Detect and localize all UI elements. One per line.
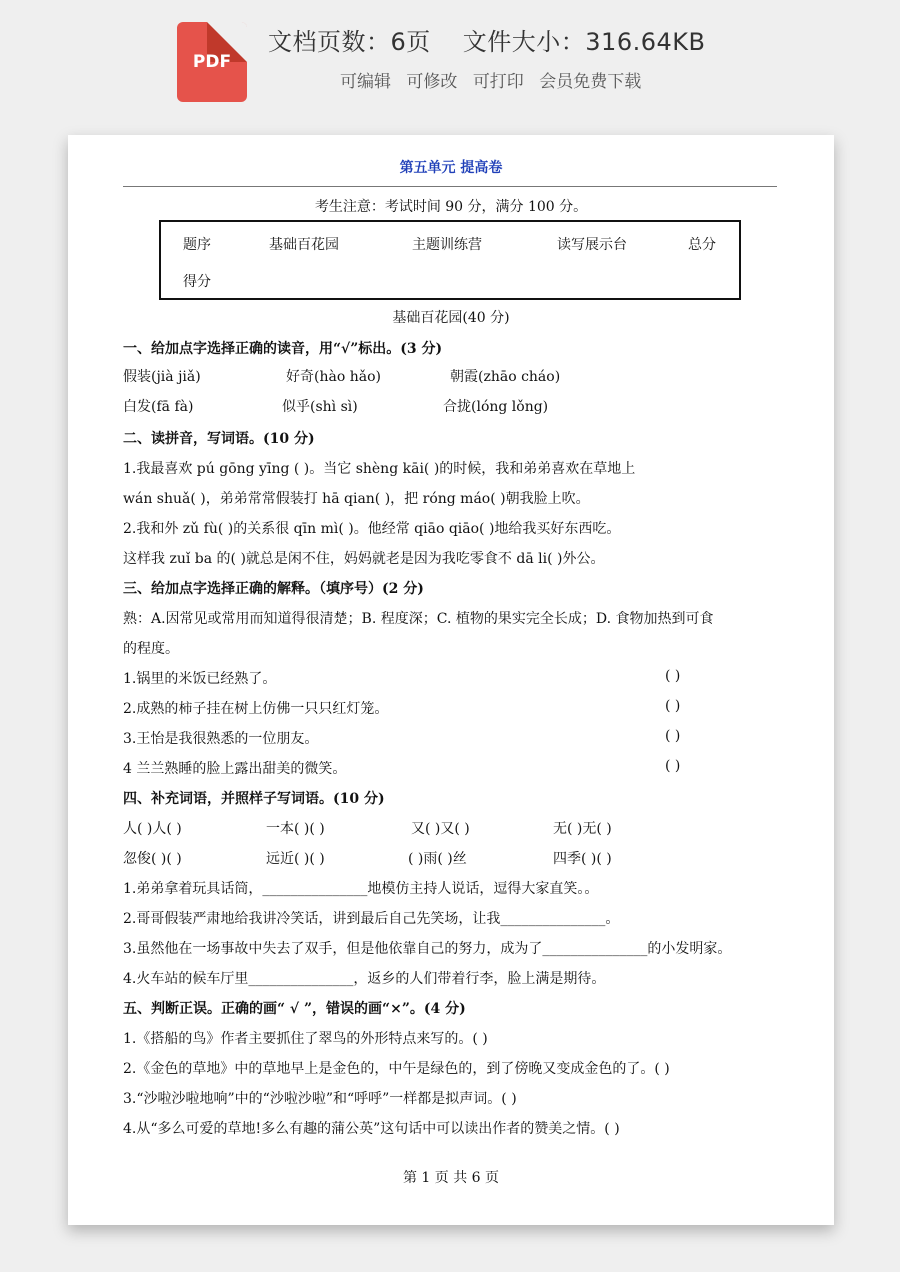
exam-notice: 考生注意：考试时间 90 分，满分 100 分。 (314, 199, 588, 215)
q3-item: 2.成熟的柿子挂在树上仿佛一只只红灯笼。 (123, 701, 389, 717)
q2-line: 这样我 zuǐ ba 的( )就总是闲不住，妈妈就老是因为我吃零食不 dā li( )外公。 (123, 551, 605, 567)
answer-blank: ( ) (665, 698, 681, 714)
q3-item: 3.王怡是我很熟悉的一位朋友。 (123, 731, 319, 747)
q4-sentence: 2.哥哥假装严肃地给我讲冷笑话，讲到最后自己先笑场，让我_______________。 (123, 911, 620, 927)
q4-word: 远近( )( ) (266, 851, 325, 867)
q4-word: ( )雨( )丝 (408, 851, 467, 867)
table-header-cell: 主题训练营 (412, 237, 482, 253)
title-divider (123, 186, 777, 187)
answer-blank: ( ) (665, 758, 681, 774)
question-4-title: 四、补充词语，并照样子写词语。(10 分) (123, 791, 385, 807)
answer-blank: ( ) (665, 668, 681, 684)
q5-item: 4.从“多么可爱的草地!多么有趣的蒲公英”这句话中可以读出作者的赞美之情。( ) (123, 1121, 620, 1137)
pdf-file-icon: PDF (177, 22, 247, 102)
document-title: 第五单元 提高卷 (399, 160, 503, 176)
q3-item: 4 兰兰熟睡的脸上露出甜美的微笑。 (123, 761, 347, 777)
page-footer: 第 1 页 共 6 页 (402, 1170, 500, 1186)
table-header-cell: 读写展示台 (557, 237, 627, 253)
file-info (268, 22, 737, 57)
q5-item: 2.《金色的草地》中的草地早上是金色的，中午是绿色的，到了傍晚又变成金色的了。( ) (123, 1061, 670, 1077)
question-1-title: 一、给加点字选择正确的读音，用“√”标出。(3 分) (123, 341, 443, 357)
question-5-title: 五、判断正误。正确的画“ √ ”，错误的画“×”。(4 分) (123, 1001, 466, 1017)
q4-sentence: 3.虽然他在一场事故中失去了双手，但是他依靠自己的努力，成为了_______________的小发明家。 (123, 941, 732, 957)
answer-blank: ( ) (665, 728, 681, 744)
q4-word: 无( )无( ) (553, 821, 612, 837)
feature-list (340, 67, 651, 92)
page-count: 文档页数：6页 (268, 28, 431, 56)
document-page (68, 135, 834, 1225)
q4-word: 忽俊( )( ) (123, 851, 182, 867)
q1-option: 朝霞(zhāo cháo) (450, 369, 561, 385)
question-2-title: 二、读拼音，写词语。(10 分) (123, 431, 315, 447)
q1-option: 合拢(lóng lǒng) (443, 399, 549, 415)
q1-option: 假装(jià jiǎ) (123, 369, 201, 385)
q4-word: 一本( )( ) (266, 821, 325, 837)
table-header-cell: 基础百花园 (269, 237, 339, 253)
q4-word: 四季( )( ) (553, 851, 612, 867)
q3-definition: 的程度。 (123, 641, 179, 657)
q3-definition: 熟：A.因常见或常用而知道得很清楚；B. 程度深；C. 植物的果实完全长成；D. 食物加热到可食 (123, 611, 714, 627)
q2-line: wán shuǎ( )，弟弟常常假装打 hā qian( )，把 róng máo( )朝我脸上吹。 (123, 491, 590, 507)
table-header-cell: 题序 (183, 237, 211, 253)
q1-option: 似乎(shì sì) (282, 399, 358, 415)
feature-editable: 可编辑 (340, 72, 391, 92)
q2-line: 1.我最喜欢 pú gōng yīng ( )。当它 shèng kāi( )的时候，我和弟弟喜欢在草地上 (123, 461, 636, 477)
q4-word: 人( )人( ) (123, 821, 182, 837)
question-3-title: 三、给加点字选择正确的解释。（填序号）(2 分) (123, 581, 424, 597)
q4-sentence: 1.弟弟拿着玩具话筒，_______________地模仿主持人说话，逗得大家直笑。。 (123, 881, 599, 897)
score-table (159, 220, 741, 300)
q1-option: 白发(fā fà) (123, 399, 194, 415)
q5-item: 3.“沙啦沙啦地响”中的“沙啦沙啦”和“呼呼”一样都是拟声词。( ) (123, 1091, 517, 1107)
table-header-cell: 总分 (688, 237, 716, 253)
q4-sentence: 4.火车站的候车厅里_______________，返乡的人们带着行李，脸上满是期待。 (123, 971, 606, 987)
table-row-label: 得分 (183, 274, 211, 290)
feature-modifiable: 可修改 (406, 72, 458, 92)
feature-member-download: 会员免费下载 (539, 72, 642, 92)
q5-item: 1.《搭船的鸟》作者主要抓住了翠鸟的外形特点来写的。( ) (123, 1031, 488, 1047)
feature-printable: 可打印 (472, 72, 524, 92)
download-banner (0, 0, 900, 130)
q4-word: 又( )又( ) (411, 821, 470, 837)
section-heading: 基础百花园(40 分) (392, 310, 510, 326)
file-size: 文件大小：316.64KB (462, 28, 706, 56)
q3-item: 1.锅里的米饭已经熟了。 (123, 671, 277, 687)
q1-option: 好奇(hào hǎo) (286, 369, 381, 385)
q2-line: 2.我和外 zǔ fù( )的关系很 qīn mì( )。他经常 qiāo qiāo( )地给我买好东西吃。 (123, 521, 621, 537)
